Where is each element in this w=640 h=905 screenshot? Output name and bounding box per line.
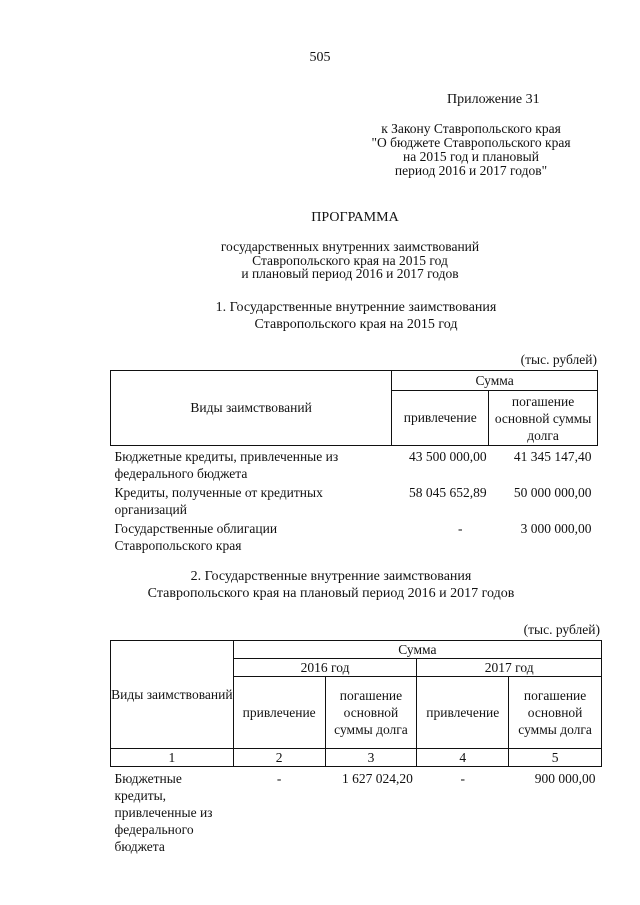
column-numbers-row xyxy=(111,749,602,767)
borrowings-table-2016-2017 xyxy=(110,640,602,855)
law-reference-line: к Закону Ставропольского края xyxy=(381,121,561,136)
table-row xyxy=(111,518,598,554)
row-borrowing: - xyxy=(457,521,463,536)
header-sum: Сумма xyxy=(392,371,598,391)
row-repayment: 41 345 147,40 xyxy=(513,449,592,464)
row-kind: Бюджетные кредиты, привлеченные из федерального бюджета xyxy=(114,771,213,854)
table-row xyxy=(111,482,598,518)
row-kind: Бюджетные кредиты, привлеченные из федерального бюджета xyxy=(114,449,339,481)
column-number: 5 xyxy=(509,749,602,767)
borrowings-table-2015 xyxy=(110,370,598,554)
header-kind: Виды заимствований xyxy=(111,371,392,446)
appendix-label: Приложение 31 xyxy=(447,92,540,107)
header-year-2016: 2016 год xyxy=(233,659,417,677)
document-title: ПРОГРАММА xyxy=(311,210,399,225)
row-borrowing: 43 500 000,00 xyxy=(409,449,487,464)
section2-unit: (тыс. рублей) xyxy=(523,622,600,637)
header-repayment: погашение основной суммы долга xyxy=(489,391,598,446)
section1-unit: (тыс. рублей) xyxy=(520,352,597,367)
column-number: 4 xyxy=(417,749,509,767)
row-repayment-2016: 1 627 024,20 xyxy=(341,771,413,786)
table-row xyxy=(111,446,598,483)
section2-title xyxy=(105,568,557,602)
law-reference-line: на 2015 год и плановый xyxy=(403,149,539,164)
law-reference-line: период 2016 и 2017 годов" xyxy=(394,163,548,178)
column-number: 2 xyxy=(233,749,325,767)
row-kind: Кредиты, полученные от кредитных организаций xyxy=(114,485,323,517)
subtitle-line: и плановый период 2016 и 2017 годов xyxy=(241,266,459,281)
law-reference xyxy=(340,122,602,178)
header-borrowing: привлечение xyxy=(392,391,489,446)
section1-title xyxy=(130,299,582,333)
section2-title-line1: 2. Государственные внутренние заимствования xyxy=(190,569,472,584)
header-repayment-2016: погашение основной суммы долга xyxy=(325,677,417,749)
section1-title-line1: 1. Государственные внутренние заимствования xyxy=(215,300,497,315)
header-kind: Виды заимствований xyxy=(111,641,234,749)
subtitle-line: государственных внутренних заимствований xyxy=(220,239,480,254)
section1-title-line2: Ставропольского края на 2015 год xyxy=(254,317,458,332)
column-number: 3 xyxy=(325,749,417,767)
page-number: 505 xyxy=(309,50,331,65)
row-kind: Государственные облигации Ставропольского края xyxy=(114,521,278,553)
section2-title-line2: Ставропольского края на плановый период 2016 и 2017 годов xyxy=(147,586,515,601)
row-borrowing-2016: - xyxy=(276,771,282,786)
law-reference-line: "О бюджете Ставропольского края xyxy=(371,135,571,150)
row-borrowing-2017: - xyxy=(460,771,466,786)
row-repayment: 3 000 000,00 xyxy=(520,521,592,536)
document-subtitle xyxy=(0,240,640,281)
table-row xyxy=(111,767,602,856)
header-borrowing-2016: привлечение xyxy=(233,677,325,749)
header-borrowing-2017: привлечение xyxy=(417,677,509,749)
column-number: 1 xyxy=(111,749,234,767)
header-sum: Сумма xyxy=(233,641,601,659)
subtitle-line: Ставропольского края на 2015 год xyxy=(252,252,448,268)
row-repayment-2017: 900 000,00 xyxy=(534,771,596,786)
row-repayment: 50 000 000,00 xyxy=(513,485,592,500)
header-repayment-2017: погашение основной суммы долга xyxy=(509,677,602,749)
row-borrowing: 58 045 652,89 xyxy=(409,485,487,500)
header-year-2017: 2017 год xyxy=(417,659,602,677)
